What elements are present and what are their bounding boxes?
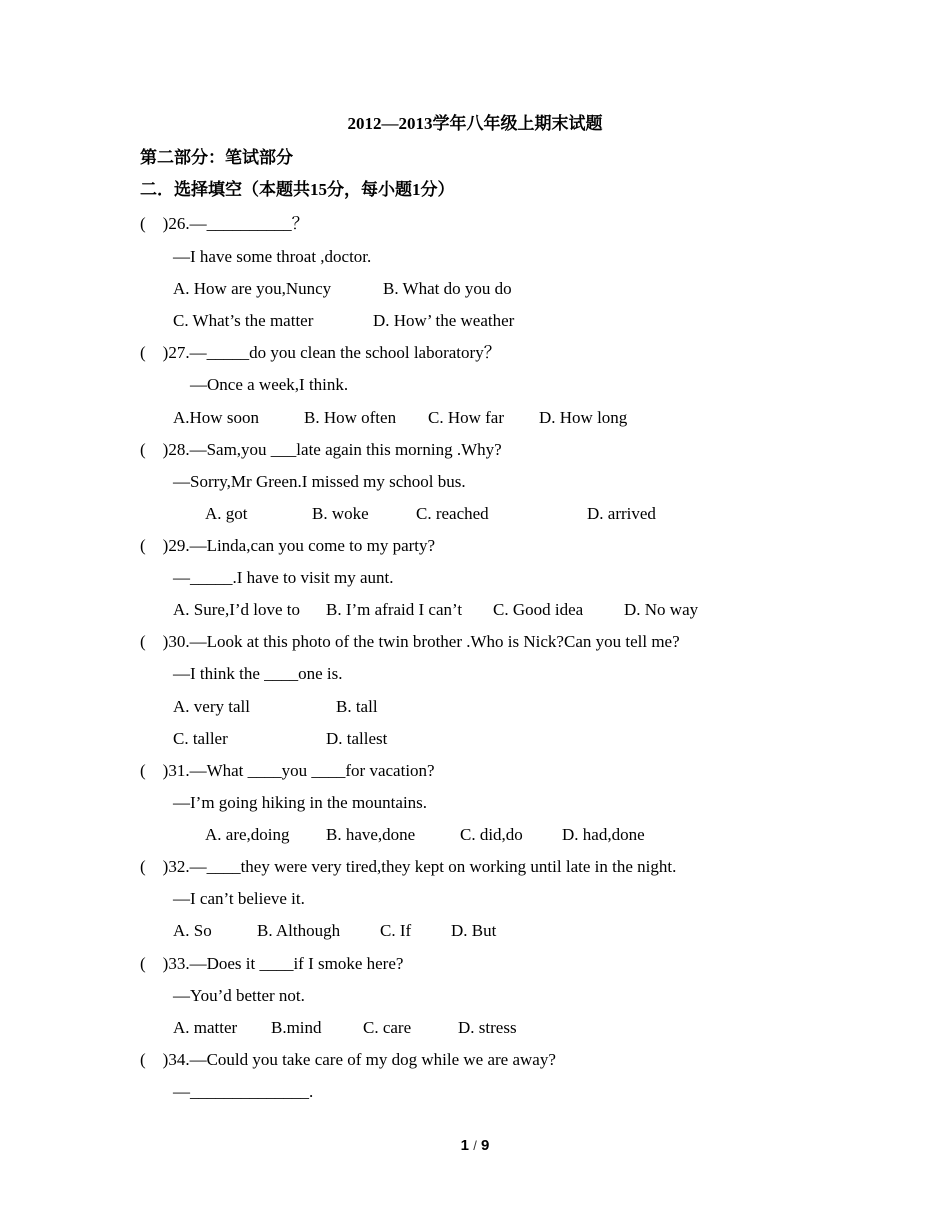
- question-32-option-b: B. Although: [257, 921, 341, 940]
- question-30-options-row2: [0, 728, 950, 750]
- question-26-option-b: B. What do you do: [383, 279, 512, 298]
- question-31-option-b: B. have,done: [326, 825, 416, 844]
- question-27-reply: —Once a week,I think.: [190, 375, 349, 394]
- question-29-option-d: D. No way: [624, 600, 699, 619]
- current-page: 1: [460, 1137, 470, 1154]
- question-27-options: [0, 407, 950, 429]
- question-26-options-row1: [0, 278, 950, 300]
- question-28-option-d: D. arrived: [587, 504, 656, 523]
- question-33-options: [0, 1017, 950, 1039]
- total-pages: 9: [480, 1137, 490, 1154]
- question-30-option-c: C. taller: [173, 729, 228, 748]
- question-28-option-a: A. got: [205, 504, 248, 523]
- question-30-option-d: D. tallest: [326, 729, 388, 748]
- question-34-stem: ( )34.—Could you take care of my dog while we are away?: [140, 1050, 556, 1069]
- question-27-stem: ( )27.—_____do you clean the school laboratory？: [140, 343, 501, 362]
- part-heading: 第二部分：笔试部分: [140, 148, 293, 167]
- question-31-option-d: D. had,done: [562, 825, 645, 844]
- question-31-option-a: A. are,doing: [205, 825, 290, 844]
- question-28-reply: —Sorry,Mr Green.I missed my school bus.: [173, 472, 466, 491]
- question-33-stem: ( )33.—Does it ____if I smoke here?: [140, 954, 404, 973]
- question-28-option-c: C. reached: [416, 504, 489, 523]
- question-29-option-b: B. I’m afraid I can’t: [326, 600, 463, 619]
- question-33-option-d: D. stress: [458, 1018, 517, 1037]
- question-31-reply: —I’m going hiking in the mountains.: [173, 793, 428, 812]
- question-26-option-d: D. How’ the weather: [373, 311, 515, 330]
- question-33-option-b: B.mind: [271, 1018, 322, 1037]
- page-separator: /: [473, 1138, 477, 1153]
- question-32-options: [0, 920, 950, 942]
- question-33-option-a: A. matter: [173, 1018, 238, 1037]
- question-30-stem: ( )30.—Look at this photo of the twin brother .Who is Nick?Can you tell me?: [140, 632, 680, 651]
- question-27-option-b: B. How often: [304, 408, 397, 427]
- question-33-reply: —You’d better not.: [173, 986, 305, 1005]
- question-30-option-b: B. tall: [336, 697, 378, 716]
- question-27-option-d: D. How long: [539, 408, 628, 427]
- question-32-option-d: D. But: [451, 921, 497, 940]
- question-29-option-c: C. Good idea: [493, 600, 584, 619]
- question-33-option-c: C. care: [363, 1018, 412, 1037]
- question-30-reply: —I think the ____one is.: [173, 664, 343, 683]
- question-31-stem: ( )31.—What ____you ____for vacation?: [140, 761, 435, 780]
- question-26-option-c: C. What’s the matter: [173, 311, 314, 330]
- question-30-option-a: A. very tall: [173, 697, 250, 716]
- question-30-options-row1: [0, 696, 950, 718]
- question-28-options: [0, 503, 950, 525]
- question-32-option-a: A. So: [173, 921, 212, 940]
- section-heading: 二．选择填空（本题共15分，每小题1分）: [140, 180, 455, 199]
- question-32-reply: —I can’t believe it.: [173, 889, 305, 908]
- question-28-option-b: B. woke: [312, 504, 369, 523]
- question-32-option-c: C. If: [380, 921, 412, 940]
- page-number: [0, 1136, 950, 1156]
- question-27-option-c: C. How far: [428, 408, 505, 427]
- question-29-stem: ( )29.—Linda,can you come to my party?: [140, 536, 436, 555]
- question-26-reply: —I have some throat ,doctor.: [173, 247, 372, 266]
- question-32-stem: ( )32.—____they were very tired,they kept on working until late in the night.: [140, 857, 677, 876]
- question-34-reply: —______________.: [173, 1082, 314, 1101]
- question-29-options: [0, 599, 950, 621]
- question-31-option-c: C. did,do: [460, 825, 523, 844]
- question-26-option-a: A. How are you,Nuncy: [173, 279, 332, 298]
- question-26-options-row2: [0, 310, 950, 332]
- question-31-options: [0, 824, 950, 846]
- page-title: 2012—2013学年八年级上期末试题: [347, 114, 603, 133]
- question-29-reply: —_____.I have to visit my aunt.: [173, 568, 394, 587]
- question-29-option-a: A. Sure,I’d love to: [173, 600, 301, 619]
- question-28-stem: ( )28.—Sam,you ___late again this morning .Why?: [140, 440, 502, 459]
- question-26-stem: ( )26.—__________？: [140, 214, 309, 233]
- question-27-option-a: A.How soon: [173, 408, 259, 427]
